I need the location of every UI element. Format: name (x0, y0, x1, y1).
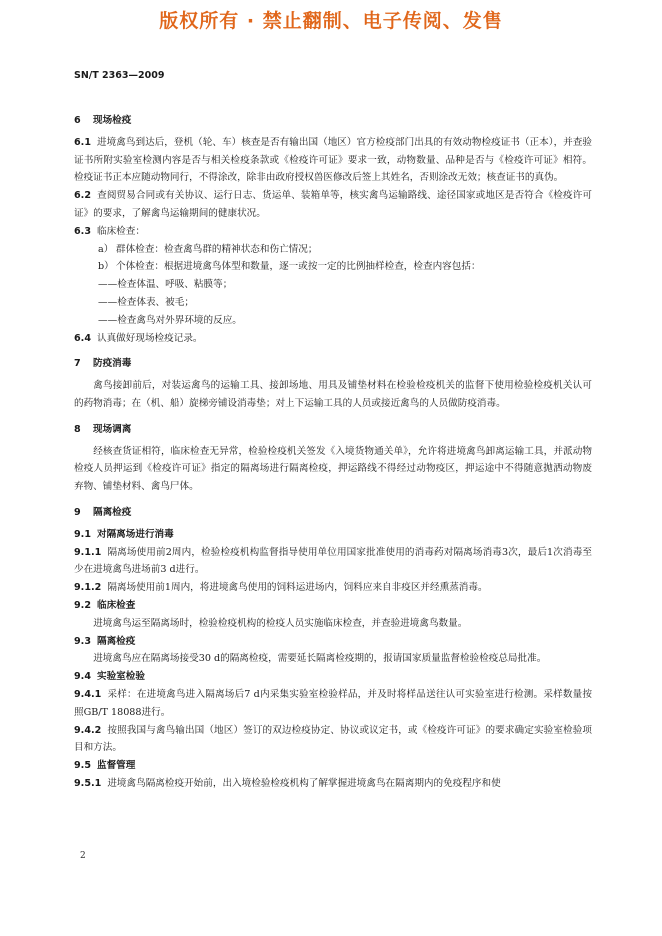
document-number: SN/T 2363—2009 (74, 70, 165, 81)
clause-9-4-2: 9.4.2 按照我国与禽鸟输出国（地区）签订的双边检疫协定、协议或议定书，或《检疫许可证》的要求确定实验室检验项目和方法。 (74, 724, 592, 754)
dash-item-1: ——检查体温、呼吸、粘膜等； (98, 279, 233, 291)
copyright-watermark: 版权所有 · 禁止翻制、电子传阅、发售 (159, 10, 503, 32)
clause-6-3-b: b） 个体检查：根据进境禽鸟体型和数量，逐一或按一定的比例抽样检查，检查内容包括： (98, 261, 481, 273)
clause-6-4: 6.4 认真做好现场检疫记录。 (74, 332, 203, 344)
section-7-heading: 7 防疫消毒 (74, 358, 132, 370)
dash-item-2: ——检查体表、被毛； (98, 296, 194, 308)
clause-9-5-heading: 9.5 监督管理 (74, 760, 136, 772)
clause-6-2: 6.2 查阅贸易合同或有关协议、运行日志、货运单、装箱单等，核实禽鸟运输路线、途径国家或地区是否符合《检疫许可证》的要求，了解禽鸟运输期间的健康状况。 (74, 190, 592, 219)
clause-9-3-heading: 9.3 隔离检疫 (74, 635, 136, 647)
dash-item-3: ——检查禽鸟对外界环境的反应。 (98, 314, 242, 326)
clause-6-1: 6.1 进境禽鸟到达后，登机（轮、车）核查是否有输出国（地区）官方检疫部门出具的有效动物检疫证书（正本），并查验证书所附实验室检测内容是否与相关检疫条款或《检疫许可证》要求一致，动物数量、品种是否与《检疫许可证》相符。检疫证书正本应随动物同行，不得涂改，除非由政府授权兽医修改后签上其姓名，否则涂改无效；核查证书的真伪。 (74, 136, 592, 184)
clause-9-1-heading: 9.1 对隔离场进行消毒 (74, 528, 174, 540)
clause-9-2-heading: 9.2 临床检查 (74, 599, 136, 611)
clause-6-3-a: a） 群体检查：检查禽鸟群的精神状态和伤亡情况； (98, 243, 318, 255)
section-8-heading: 8 现场调离 (74, 423, 132, 435)
clause-9-5-1: 9.5.1 进境禽鸟隔离检疫开始前，出入境检验检疫机构了解掌握进境禽鸟在隔离期内的免疫程序和使 (74, 777, 501, 789)
clause-9-1-2: 9.1.2 隔离场使用前1周内，将进境禽鸟使用的饲料运进场内，饲料应来自非疫区并经熏蒸消毒。 (74, 582, 488, 594)
section-9-heading: 9 隔离检疫 (74, 506, 132, 518)
clause-6-3: 6.3 临床检查： (74, 225, 145, 237)
page-number: 2 (80, 851, 86, 861)
clause-9-4-1: 9.4.1 采样：在进境禽鸟进入隔离场后7 d内采集实验室检验样品，并及时将样品送往认可实验室进行检测。采样数量按照GB/T 18088进行。 (74, 688, 592, 718)
clause-9-4-heading: 9.4 实验室检验 (74, 671, 145, 683)
section-8-text: 经核查货证相符，临床检查无异常，检验检疫机关签发《入境货物通关单》，允许将进境禽鸟卸离运输工具，并派动物检疫人员押运到《检疫许可证》指定的隔离场进行隔离检疫，押运路线不得经过动物疫区，押运途中不得随意抛洒动物废弃物、铺垫材料、禽鸟尸体。 (74, 445, 592, 493)
section-6-heading: 6 现场检疫 (74, 115, 132, 126)
document-body (74, 104, 592, 793)
clause-9-3-text: 进境禽鸟应在隔离场接受30 d的隔离检疫，需要延长隔离检疫期的，报请国家质量监督检验检疫总局批准。 (93, 653, 547, 665)
clause-9-1-1: 9.1.1 隔离场使用前2周内，检验检疫机构监督指导使用单位用国家批准使用的消毒药对隔离场消毒3次，最后1次消毒至少在进境禽鸟进场前3 d进行。 (74, 546, 592, 576)
section-7-text: 禽鸟接卸前后，对装运禽鸟的运输工具、接卸场地、用具及铺垫材料在检验检疫机关的监督下使用检验检疫机关认可的药物消毒；在（机、船）旋梯旁铺设消毒垫；对上下运输工具的人员或接近禽鸟的人员做防疫消毒。 (74, 380, 592, 409)
clause-9-2-text: 进境禽鸟运至隔离场时，检验检疫机构的检疫人员实施临床检查，并查验进境禽鸟数量。 (93, 617, 468, 629)
